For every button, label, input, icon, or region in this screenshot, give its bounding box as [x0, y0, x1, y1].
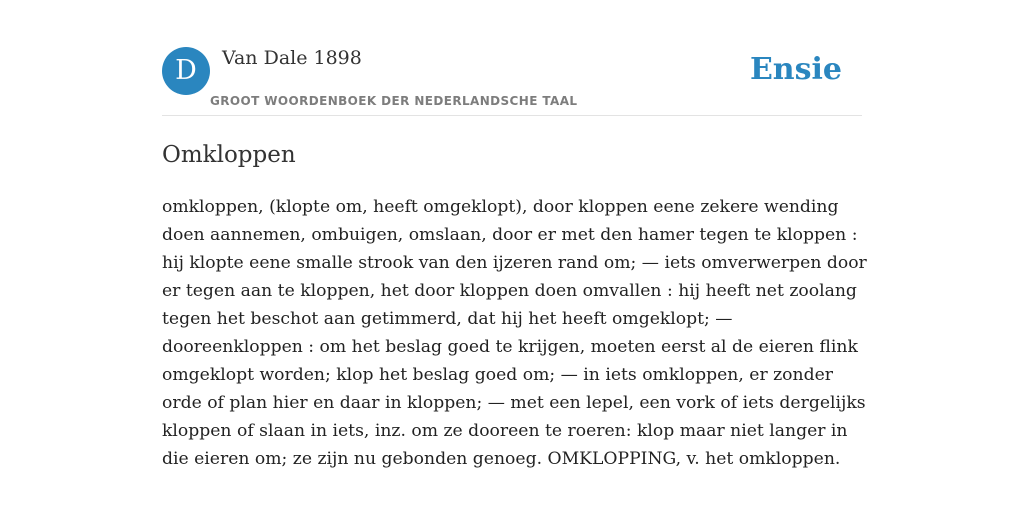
header-divider — [162, 115, 862, 116]
definition-line: omgeklopt worden; klop het beslag goed om; — in iets omkloppen, er zonder — [162, 365, 833, 385]
definition-line: dooreenkloppen : om het beslag goed te krijgen, moeten eerst al de eieren flink — [162, 337, 858, 357]
definition-line: kloppen of slaan in iets, inz. om ze dooreen te roeren: klop maar niet langer in — [162, 421, 848, 441]
dictionary-subtitle: GROOT WOORDENBOEK DER NEDERLANDSCHE TAAL — [210, 94, 578, 108]
dictionary-avatar[interactable]: D — [162, 47, 210, 95]
definition-line: orde of plan hier en daar in kloppen; — met een lepel, een vork of iets dergelijks — [162, 393, 866, 413]
definition-line: die eieren om; ze zijn nu gebonden genoeg. OMKLOPPING, v. het omkloppen. — [162, 449, 841, 469]
page-title: Omkloppen — [162, 142, 296, 168]
definition-line: doen aannemen, ombuigen, omslaan, door er met den hamer tegen te kloppen : — [162, 225, 858, 245]
definition-text — [162, 193, 867, 473]
definition-line: omkloppen, (klopte om, heeft omgeklopt), door kloppen eene zekere wending — [162, 197, 839, 217]
definition-line: tegen het beschot aan getimmerd, dat hij het heeft omgeklopt; — — [162, 309, 733, 329]
dictionary-title-link[interactable]: Van Dale 1898 — [222, 47, 362, 69]
definition-line: hij klopte eene smalle strook van den ijzeren rand om; — iets omverwerpen door — [162, 253, 867, 273]
definition-line: er tegen aan te kloppen, het door kloppen doen omvallen : hij heeft net zoolang — [162, 281, 857, 301]
ensie-logo-link[interactable]: Ensie — [749, 52, 842, 87]
